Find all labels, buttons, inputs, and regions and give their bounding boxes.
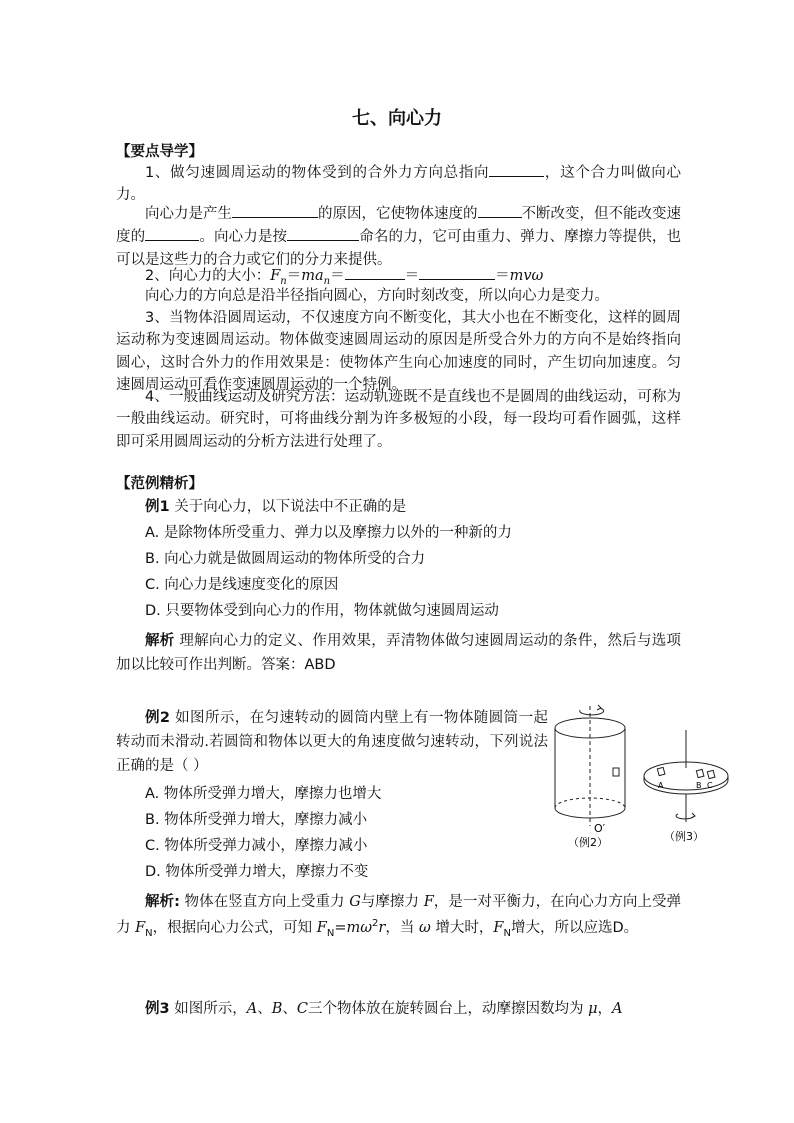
- example-1-option-c: C. 向心力是线速度变化的原因: [145, 577, 339, 593]
- figure-3-caption: （例3）: [664, 830, 704, 843]
- fill-blank[interactable]: [419, 264, 495, 280]
- example-2-question: 例2 如图所示，在匀速转动的圆筒内壁上有一物体随圆筒一起转动而未滑动.若圆筒和物体以更大的角速度做匀速转动，下列说法正确的是（ ）: [116, 710, 549, 774]
- example-2-option-a: A. 物体所受弹力增大，摩擦力也增大: [145, 786, 382, 802]
- object-b: [696, 769, 704, 777]
- fill-blank[interactable]: [145, 225, 199, 241]
- fill-blank[interactable]: [232, 202, 318, 218]
- page-title: 七、向心力: [352, 108, 442, 129]
- guide-paragraph-2: 向心力是产生 的原因，它使物体速度的 不断改变，但不能改变速度的 。向心力是按 命名的力，它可由重力、弹力、摩擦力等提供，也可以是这些力的合力或它们的分力来提供。: [116, 202, 681, 271]
- section-heading-examples: 【范例精析】: [116, 476, 203, 492]
- fill-blank[interactable]: [287, 225, 359, 241]
- rotation-arrowhead: [597, 705, 601, 710]
- label-a: A: [658, 781, 664, 790]
- label-b: B: [696, 781, 702, 790]
- figure-2-caption: （例2）: [568, 836, 608, 848]
- guide-paragraph-1: 1、做匀速圆周运动的物体受到的合外力方向总指向 ，这个合力叫做向心力。: [116, 161, 681, 207]
- example-1-option-b: B. 向心力就是做圆周运动的物体所受的合力: [145, 551, 426, 567]
- figure-rotating-cylinder: [548, 698, 638, 848]
- rotation-arrow: [580, 708, 604, 715]
- figure-rotating-turntable: [640, 730, 735, 848]
- object-c: [707, 770, 715, 778]
- turntable-rotation-arrowhead: [691, 813, 695, 818]
- guide-formula-line: 2、向心力的大小：$F_n=ma_n= = =mv\omega$: [145, 264, 543, 286]
- example-3-question: 例3 如图所示，A、B、C三个物体放在旋转圆台上，动摩擦因数均为 μ，A: [145, 1001, 623, 1017]
- guide-paragraph-3: 3、当物体沿圆周运动，不仅速度方向不断变化，其大小也在不断变化，这样的圆周运动称为变速圆周运动。物体做变速圆周运动的原因是所受合外力的方向不是始终指向圆心，这时合外力的作用效果是：使物体产生向心加速度的同时，产生切向加速度。匀速圆周运动可看作变速圆周运动的一个特例。: [116, 310, 681, 394]
- example-2-option-b: B. 物体所受弹力增大，摩擦力减小: [145, 812, 368, 828]
- example-1-question: 例1 关于向心力，以下说法中不正确的是: [145, 499, 407, 515]
- figure-axis-label: O′: [594, 822, 606, 835]
- turntable-disc-edge: [644, 776, 728, 794]
- example-2-option-c: C. 物体所受弹力减小，摩擦力减小: [145, 838, 368, 854]
- object-a: [657, 767, 665, 775]
- section-heading-guide: 【要点导学】: [116, 144, 203, 160]
- guide-paragraph-4: 4、一般曲线运动及研究方法：运动轨迹既不是直线也不是圆周的曲线运动，可称为一般曲线运动。研究时，可将曲线分割为许多极短的小段，每一段均可看作圆弧，这样即可采用圆周运动的分析方法进行处理了。: [116, 389, 681, 450]
- example-1-option-a: A. 是除物体所受重力、弹力以及摩擦力以外的一种新的力: [145, 525, 512, 541]
- fill-blank[interactable]: [345, 264, 405, 280]
- object-on-wall: [613, 768, 619, 776]
- label-c: C: [707, 781, 713, 790]
- example-1-option-d: D. 只要物体受到向心力的作用，物体就做匀速圆周运动: [145, 603, 499, 619]
- guide-paragraph-direction: 向心力的方向总是沿半径指向圆心，方向时刻改变，所以向心力是变力。: [145, 288, 609, 304]
- example-2-option-d: D. 物体所受弹力增大，摩擦力不变: [145, 864, 369, 880]
- example-2-analysis: 解析: 物体在竖直方向上受重力 G与摩擦力 F，是一对平衡力，在向心力方向上受弹力 $F_N$，根据向心力公式，可知 $F_N=m\omega^2r$，当 ω 增大时，$F_N$增大，所以应选D。: [116, 894, 682, 939]
- fill-blank[interactable]: [478, 202, 522, 218]
- fill-blank[interactable]: [489, 161, 544, 177]
- example-1-analysis: 解析 理解向心力的定义、作用效果，弄清物体做匀速圆周运动的条件，然后与选项加以比较可作出判断。答案：ABD: [116, 633, 682, 673]
